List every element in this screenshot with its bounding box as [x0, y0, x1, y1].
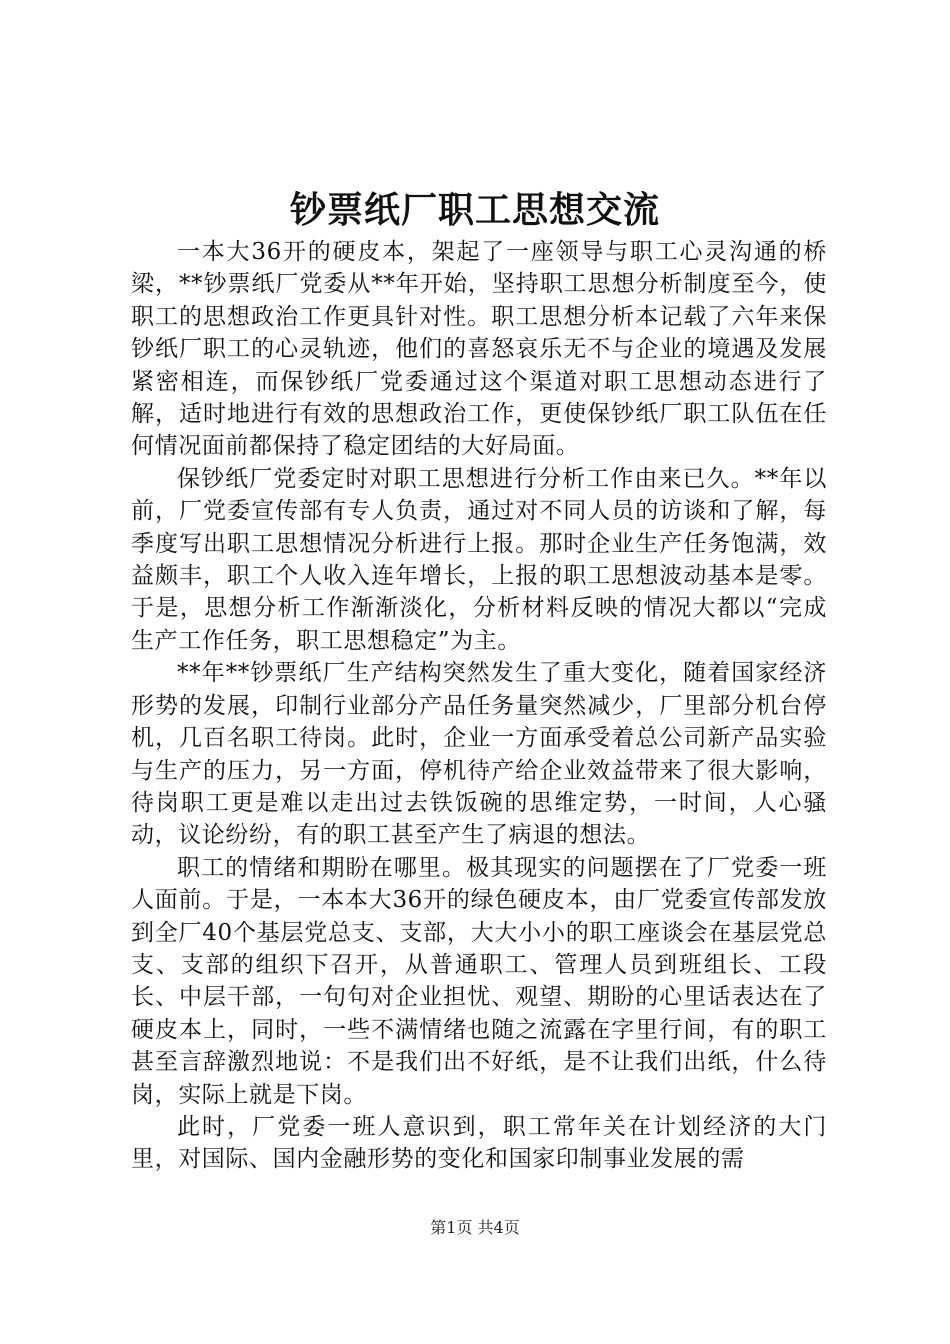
paragraph-4: 职工的情绪和期盼在哪里。极其现实的问题摆在了厂党委一班人面前。于是，一本本大36开的绿色硬皮本，由厂党委宣传部发放到全厂40个基层党总支、支部，大大小小的职工座谈会在基层党总支、支部的组织下召开，从普通职工、管理人员到班组长、工段长、中层干部，一句句对企业担忧、观望、期盼的心里话表达在了硬皮本上，同时，一些不满情绪也随之流露在字里行间，有的职工甚至言辞激烈地说：不是我们出不好纸，是不让我们出纸，什么待岗，实际上就是下岗。 [131, 854, 827, 1108]
page-title: 钞票纸厂职工思想交流 [289, 189, 660, 231]
paragraph-5: 此时，厂党委一班人意识到，职工常年关在计划经济的大门里，对国际、国内金融形势的变化和国家印制事业发展的需 [131, 1113, 827, 1173]
paragraph-3: **年**钞票纸厂生产结构突然发生了重大变化，随着国家经济形势的发展，印制行业部分产品任务量突然减少，厂里部分机台停机，几百名职工待岗。此时，企业一方面承受着总公司新产品实验与生产的压力，另一方面，停机待产给企业效益带来了很大影响，待岗职工更是难以走出过去铁饭碗的思维定势，一时间，人心骚动，议论纷纷，有的职工甚至产生了病退的想法。 [131, 660, 827, 849]
page-footer: 第1页 共4页 [430, 1218, 520, 1237]
document-body [131, 236, 827, 1176]
paragraph-1: 一本大36开的硬皮本，架起了一座领导与职工心灵沟通的桥梁，**钞票纸厂党委从**年开始，坚持职工思想分析制度至今，使职工的思想政治工作更具针对性。职工思想分析本记载了六年来保钞纸厂职工的心灵轨迹，他们的喜怒哀乐无不与企业的境遇及发展紧密相连，而保钞纸厂党委通过这个渠道对职工思想动态进行了解，适时地进行有效的思想政治工作，更使保钞纸厂职工队伍在任何情况面前都保持了稳定团结的大好局面。 [131, 239, 827, 460]
paragraph-2: 保钞纸厂党委定时对职工思想进行分析工作由来已久。**年以前，厂党委宣传部有专人负责，通过对不同人员的访谈和了解，每季度写出职工思想情况分析进行上报。那时企业生产任务饱满，效益颇丰，职工个人收入连年增长，上报的职工思想波动基本是零。于是，思想分析工作渐渐淡化，分析材料反映的情况大都以“完成生产工作任务，职工思想稳定”为主。 [131, 465, 827, 654]
